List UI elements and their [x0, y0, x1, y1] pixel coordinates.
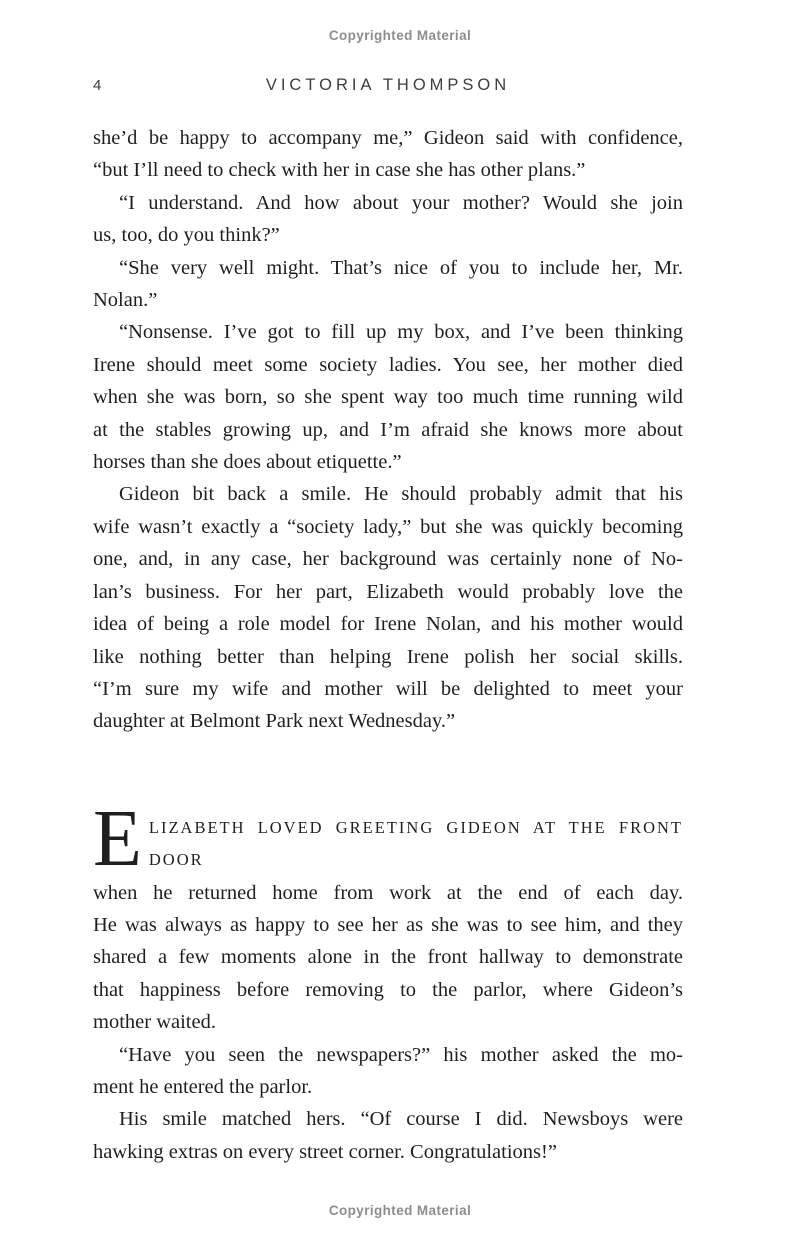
text-line: “Nonsense. I’ve got to fill up my box, and I’ve been thinking — [119, 321, 683, 344]
paragraph — [93, 478, 683, 737]
text-line: lan’s business. For her part, Elizabeth would probably love the — [93, 580, 683, 603]
text-line: “Have you seen the newspapers?” his mother asked the mo- — [119, 1043, 683, 1066]
text-line: mother waited. — [93, 1011, 216, 1034]
text-line: when he returned home from work at the end of each day. — [93, 881, 683, 904]
text-line: when she was born, so she spent way too much time running wild — [93, 386, 683, 409]
text-line: “I understand. And how about your mother? Would she join — [119, 191, 683, 214]
text-line: us, too, do you think?” — [93, 224, 280, 247]
text-line: Nolan.” — [93, 289, 158, 312]
text-line: “but I’ll need to check with her in case she has other plans.” — [93, 159, 586, 182]
body-text — [93, 122, 683, 1168]
text-line: shared a few moments alone in the front hallway to demonstrate — [93, 946, 683, 969]
copyright-notice-top: Copyrighted Material — [328, 28, 472, 43]
paragraph — [93, 316, 683, 478]
text-line: idea of being a role model for Irene Nolan, and his mother would — [93, 613, 683, 636]
text-line: LIZABETH LOVED GREETING GIDEON AT THE FRONT DOOR — [148, 817, 683, 870]
text-line: she’d be happy to accompany me,” Gideon said with confidence, — [93, 127, 683, 149]
paragraph — [93, 1039, 683, 1104]
text-line: wife wasn’t exactly a “society lady,” but she was quickly becoming — [93, 515, 683, 538]
copyright-notice-bottom: Copyrighted Material — [328, 1203, 472, 1218]
text-line: hawking extras on every street corner. Congratulations!” — [93, 1140, 557, 1163]
text-line: “I’m sure my wife and mother will be delighted to meet your — [93, 677, 683, 700]
page-number: 4 — [93, 77, 103, 94]
text-line: daughter at Belmont Park next Wednesday.” — [93, 710, 456, 733]
text-line: ment he entered the parlor. — [93, 1075, 313, 1098]
text-line: that happiness before removing to the parlor, where Gideon’s — [93, 978, 683, 1001]
text-line: Irene should meet some society ladies. You see, her mother died — [93, 353, 683, 376]
paragraph — [93, 794, 683, 1039]
paragraph — [93, 1103, 683, 1168]
text-line: Gideon bit back a smile. He should probably admit that his — [119, 483, 683, 506]
text-line: one, and, in any case, her background was certainly none of No- — [93, 548, 683, 571]
text-line: at the stables growing up, and I’m afraid she knows more about — [93, 418, 683, 441]
text-line: His smile matched hers. “Of course I did. Newsboys were — [119, 1108, 683, 1131]
paragraph — [93, 252, 683, 317]
text-line: “She very well might. That’s nice of you to include her, Mr. — [119, 256, 683, 279]
paragraph — [93, 187, 683, 252]
drop-cap: E — [93, 794, 142, 883]
text-line: He was always as happy to see her as she was to see him, and they — [93, 913, 683, 936]
text-line: horses than she does about etiquette.” — [93, 451, 402, 474]
text-line: like nothing better than helping Irene polish her social skills. — [93, 645, 683, 668]
running-header: VICTORIA THOMPSON — [265, 76, 511, 94]
page-header — [93, 76, 683, 95]
paragraph — [93, 122, 683, 187]
